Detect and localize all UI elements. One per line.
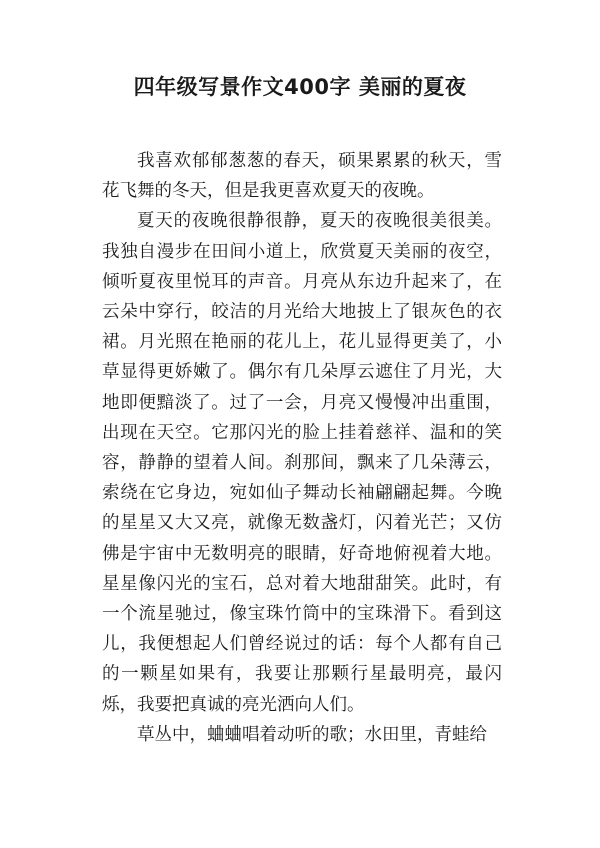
- essay-body: [102, 146, 502, 750]
- paragraph-3: 草丛中，蛐蛐唱着动听的歌；水田里，青蛙给: [137, 724, 487, 745]
- paragraph-1: 我喜欢郁郁葱葱的春天，硕果累累的秋天，雪花飞舞的冬天，但是我更喜欢夏天的夜晚。: [102, 151, 502, 202]
- paragraph-2: 夏天的夜晚很静很静，夏天的夜晚很美很美。我独自漫步在田间小道上，欣赏夏天美丽的夜空，倾听夏夜里悦耳的声音。月亮从东边升起来了，在云朵中穿行，皎洁的月光给大地披上了银灰色的衣裙。月光照在艳丽的花儿上，花儿显得更美了，小草显得更娇嫩了。偶尔有几朵厚云遮住了月光，大地即便黯淡了。过了一会，月亮又慢慢冲出重围，出现在天空。它那闪光的脸上挂着慈祥、温和的笑容，静静的望着人间。刹那间，飘来了几朵薄云，索绕在它身边，宛如仙子舞动长袖翩翩起舞。今晚的星星又大又亮，就像无数盏灯，闪着光芒；又仿佛是宇宙中无数明亮的眼睛，好奇地俯视着大地。星星像闪光的宝石，总对着大地甜甜笑。此时，有一个流星驰过，像宝珠竹筒中的宝珠滑下。看到这儿，我便想起人们曾经说过的话：每个人都有自己的一颗星如果有，我要让那颗行星最明亮，最闪烁，我要把真诚的亮光洒向人们。: [102, 211, 502, 715]
- page-title: 四年级写景作文400字 美丽的夏夜: [133, 75, 467, 99]
